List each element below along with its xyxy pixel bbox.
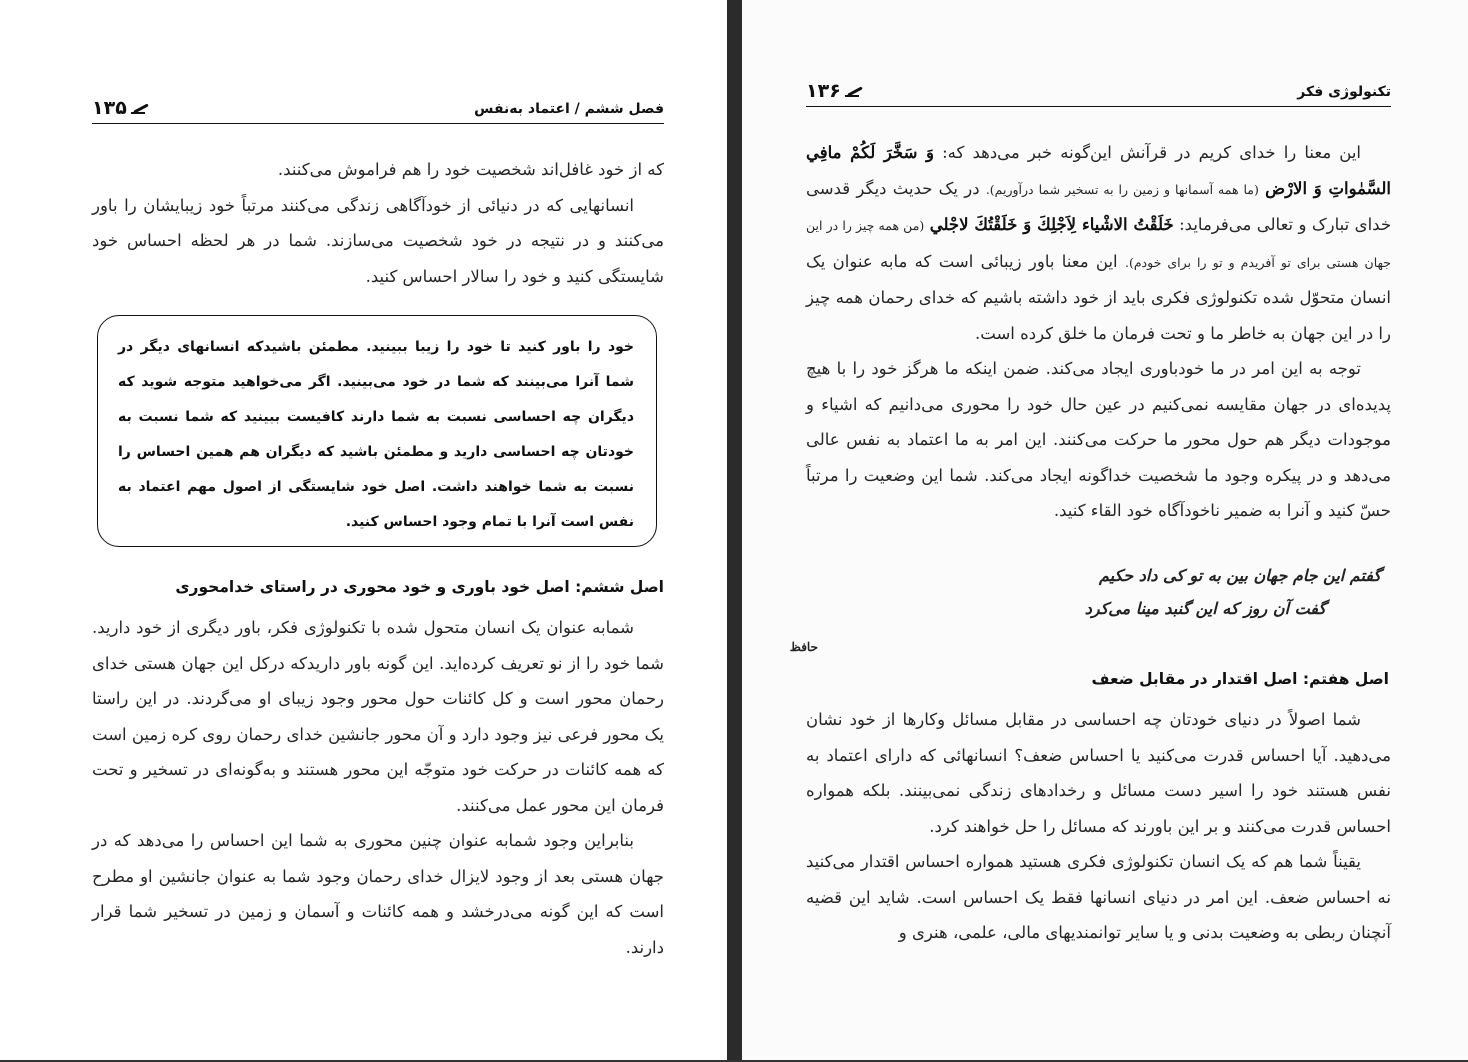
page-number-value: ۱۳۵ bbox=[92, 97, 127, 119]
text-run: در یک حدیث دیگر قدسی خدای تبارک و تعالی می‌فرماید: bbox=[806, 178, 1392, 234]
left-page bbox=[0, 0, 727, 1062]
text-run: این معنا باور زیبائی است که مابه عنوان یک انسان متحوّل شده تکنولوژی فکری باید از خود داشته باشیم که خدای رحمان همه چیز را در این جهان به خاطر ما و تحت فرمان ما خلق کرده است. bbox=[806, 251, 1391, 343]
verse-translation: (ما همه آسمانها و زمین را به تسخیر شما درآوریم). bbox=[985, 181, 1259, 197]
body-text-top bbox=[806, 135, 1391, 529]
pen-icon bbox=[131, 101, 151, 115]
page-number bbox=[92, 97, 151, 119]
poem-line: گفتم این جام جهان بین به تو کی داد حکیم bbox=[1098, 566, 1381, 585]
paragraph bbox=[806, 135, 1391, 351]
pen-icon bbox=[845, 84, 865, 98]
body-text-bottom bbox=[806, 702, 1391, 951]
poem-line: گفت آن روز که این گنبد مینا می‌کرد bbox=[1084, 599, 1326, 618]
quran-verse: وَ سَخَّرَ لَكُمْ مافِي السَّمٰواتِ وَ الارْض bbox=[806, 143, 1392, 198]
paragraph: که از خود غافل‌اند شخصیت خود را هم فراموش می‌کنند. bbox=[277, 160, 664, 179]
hadith-translation: (من همه چیز را در این جهان هستی برای تو آفریدم و تو را برای خودم). bbox=[806, 218, 1392, 270]
paragraph: یقیناً شما هم که یک انسان تکنولوژی فکری هستید همواره احساس اقتدار می‌کنید نه احساس ضعف. این امر در دنیای انسانها فقط یک احساس است. شاید این قضیه آنچنان ربطی به وضعیت بدنی و یا سایر توانمندیهای مالی، علمی، هنری و bbox=[806, 852, 1391, 942]
page-header bbox=[806, 80, 1391, 107]
book-title: تکنولوژی فکر bbox=[1297, 84, 1391, 100]
book-gutter bbox=[727, 0, 742, 1062]
page-header bbox=[92, 97, 664, 124]
paragraph: بنابراین وجود شمابه عنوان چنین محوری به شما این احساس را می‌دهد که در جهان هستی بعد از وجود لایزال خدای رحمان وجود شما به عنوان جانشین او مطرح است که این گونه می‌درخشد و همه کائنات و آسمان و زمین در تسخیر شما قرار دارند. bbox=[92, 831, 664, 957]
paragraph: شمابه عنوان یک انسان متحول شده با تکنولوژی فکر، باور دیگری از خود دارید. شما خود را از نو تعریف کرده‌اید. این گونه باور داریدکه درکل این جهان هستی خدای رحمان محور است و کل کائنات حول محور وجود زیبای او می‌گردند. در این راستا یک محور فرعی نیز وجود دارد و آن محور جانشین خدای رحمان روی کره زمین است که همه کائنات در حرکت خود متوجّه این محور هستند و به‌گونه‌ای در تسخیر و تحت فرمان این محور عمل می‌کنند. bbox=[92, 618, 664, 815]
paragraph: شما اصولاً در دنیای خودتان چه احساسی در مقابل مسائل وکارها از خود نشان می‌دهید. آیا احساس قدرت می‌کنید یا احساس ضعف؟ انسانهائی که دارای اعتماد به نفس هستند خود را اسیر دست مسائل و رخدادهای زندگی نمی‌بینند. بلکه همواره احساس قدرت می‌کنند و بر این باورند که مسائل را حل خواهند کرد. bbox=[806, 710, 1391, 836]
text-run: این معنا را خدای کریم در قرآنش این‌گونه خبر می‌دهد که: bbox=[942, 143, 1361, 162]
page-number bbox=[806, 80, 865, 102]
body-text-top bbox=[92, 152, 664, 294]
poem-author: حافظ bbox=[789, 640, 818, 654]
paragraph: توجه به این امر در ما خودباوری ایجاد می‌کند. ضمن اینکه ما هرگز خود را با هیچ پدیده‌ای در جهان مقایسه نمی‌کنیم در عین حال خود را محوری می‌دانیم که اشیاء و موجودات دیگر هم حول محور ما حرکت می‌کنند. این امر به ما اعتماد به نفس عالی می‌دهد و در پیکره وجود ما شخصیت خداگونه ایجاد می‌کند. شما این وضعیت را مرتباً حسّ کنید و آنرا به ضمیر ناخودآگاه خود القاء کنید. bbox=[806, 359, 1391, 520]
right-page bbox=[742, 0, 1468, 1062]
hadith-text: خَلَقْتُ الاشْياء لِاَجْلِكَ وَ خَلَقْتُكَ لاجْلي bbox=[929, 215, 1174, 234]
section-heading: اصل ششم: اصل خود باوری و خود محوری در راستای خدامحوری bbox=[175, 578, 664, 596]
body-text-bottom bbox=[92, 610, 664, 965]
chapter-title: فصل ششم / اعتماد به‌نفس bbox=[474, 101, 664, 117]
callout-box: خود را باور کنید تا خود را زیبا ببینید. مطمئن باشیدکه انسانهای دیگر در شما آنرا می‌بینند که شما در خود می‌بینید. اگر می‌خواهید متوجه شوید که دیگران چه احساسی نسبت به شما دارند کافیست ببینید که شما نسبت به خودتان چه احساسی دارید و مطمئن باشید که دیگران هم همین احساس را نسبت به شما خواهند داشت. اصل خود شایستگی از اصول مهم اعتماد به نفس است آنرا با تمام وجود احساس کنید. bbox=[97, 315, 657, 547]
page-number-value: ۱۳۶ bbox=[806, 80, 841, 102]
section-heading: اصل هفتم: اصل اقتدار در مقابل ضعف bbox=[1091, 670, 1389, 688]
paragraph: انسانهایی که در دنیائی از خودآگاهی زندگی می‌کنند مرتباً خود زیبایشان را باور می‌کنند و در نتیجه در خود شخصیت می‌سازند. شما در هر لحظه احساس خود شایستگی کنید و خود را سالار احساس کنید. bbox=[92, 195, 664, 286]
